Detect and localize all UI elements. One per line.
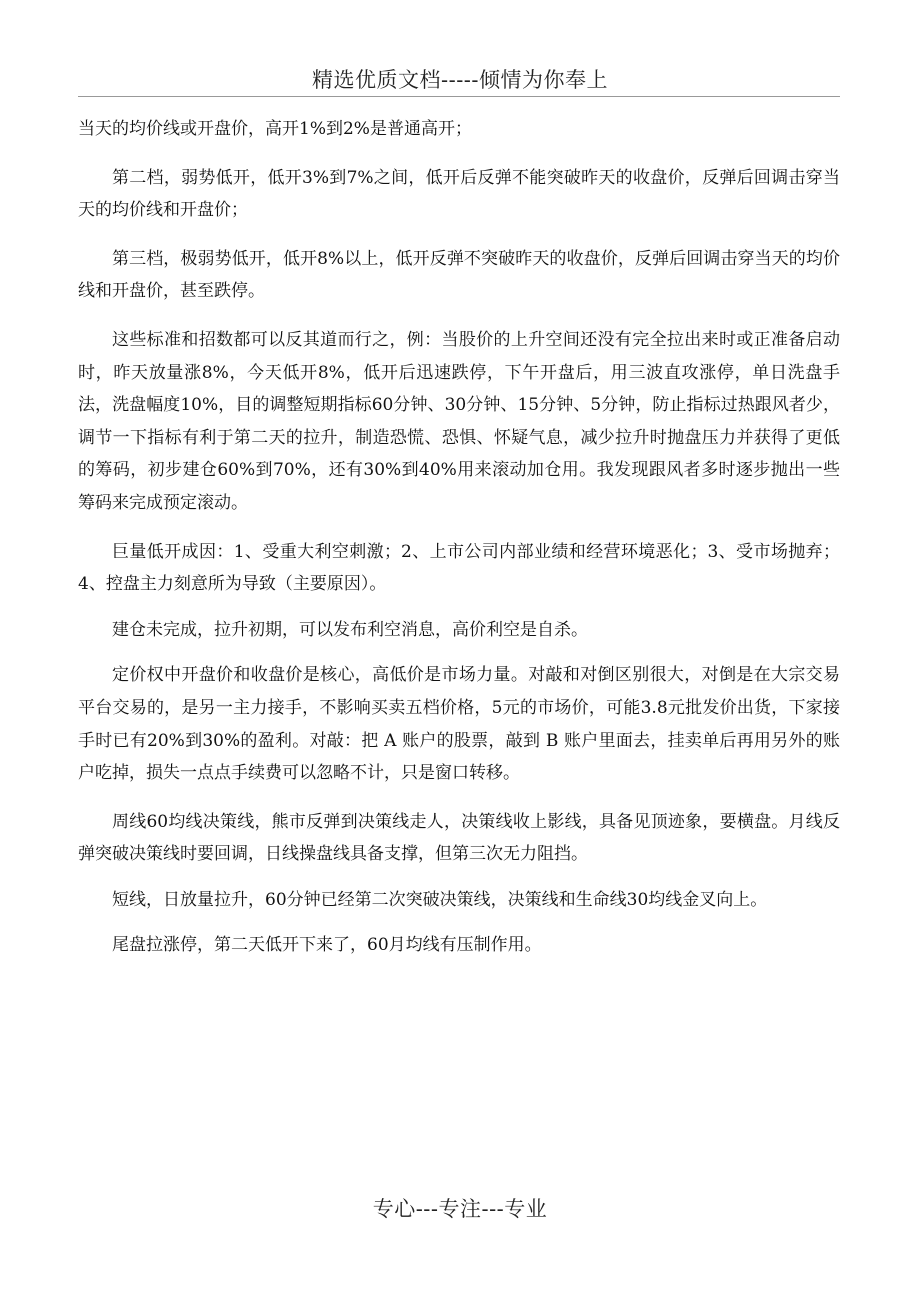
paragraph-6: 建仓未完成，拉升初期，可以发布利空消息，高价利空是自杀。 [112, 619, 588, 640]
paragraph-1: 当天的均价线或开盘价，高开1%到2%是普通高开； [78, 119, 472, 139]
paragraph-10: 尾盘拉涨停，第二天低开下来了，60月均线有压制作用。 [112, 935, 542, 956]
paragraph-3: 第三档，极弱势低开，低开8%以上，低开反弹不突破昨天的收盘价，反弹后回调击穿当天的均价线和开盘价，甚至跌停。 [78, 248, 840, 302]
paragraph-8: 周线60均线决策线，熊市反弹到决策线走人，决策线收上影线，具备见顶迹象，要横盘。月线反弹突破决策线时要回调，日线操盘线具备支撑，但第三次无力阻挡。 [78, 811, 840, 865]
paragraph-7: 定价权中开盘价和收盘价是核心，高低价是市场力量。对敲和对倒区别很大，对倒是在大宗交易平台交易的，是另一主力接手，不影响买卖五档价格，5元的市场价，可能3.8元批发价出货，下家接手时已有20%到30%的盈利。对敲：把 A 账户的股票，敲到 B 账户里面去，挂卖单后再用另外的账户吃掉，损失一点点手续费可以忽略不计，只是窗口转移。 [78, 665, 840, 784]
page-footer: 专心---专注---专业 [372, 1197, 548, 1221]
page-header: 精选优质文档-----倾情为你奉上 [312, 68, 608, 92]
paragraph-2: 第二档，弱势低开，低开3%到7%之间，低开后反弹不能突破昨天的收盘价，反弹后回调击穿当天的均价线和开盘价； [78, 167, 840, 221]
header-divider [78, 96, 840, 97]
paragraph-4: 这些标准和招数都可以反其道而行之，例：当股价的上升空间还没有完全拉出来时或正准备启动时，昨天放量涨8%，今天低开8%，低开后迅速跌停，下午开盘后，用三波直攻涨停，单日洗盘手法，洗盘幅度10%，目的调整短期指标60分钟、30分钟、15分钟、5分钟，防止指标过热跟风者少，调节一下指标有利于第二天的拉升，制造恐慌、恐惧、怀疑气息，减少拉升时抛盘压力并获得了更低的筹码，初步建仓60%到70%，还有30%到40%用来滚动加仓用。我发现跟风者多时逐步抛出一些筹码来完成预定滚动。 [78, 329, 840, 513]
paragraph-5: 巨量低开成因：1、受重大利空刺激；2、上市公司内部业绩和经营环境恶化；3、受市场抛弃；4、控盘主力刻意所为导致（主要原因）。 [78, 541, 840, 595]
paragraph-9: 短线，日放量拉升，60分钟已经第二次突破决策线，决策线和生命线30均线金叉向上。 [112, 889, 768, 910]
document-body [78, 113, 840, 962]
